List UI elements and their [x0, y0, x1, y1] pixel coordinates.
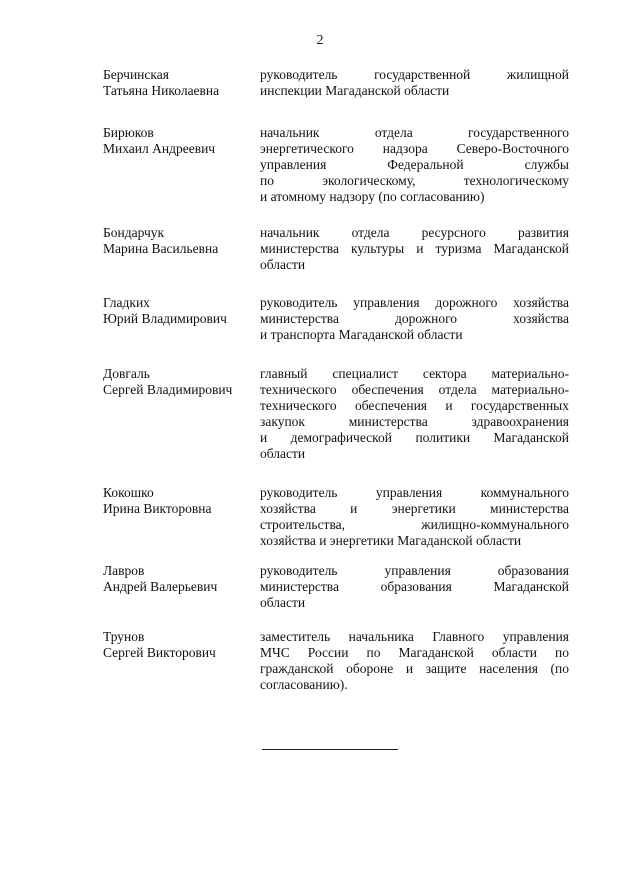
role-line: руководитель государственной жилищной [260, 67, 569, 82]
role-line: министерства образования Магаданской [260, 579, 569, 594]
role-line: министерства дорожного хозяйства [260, 311, 569, 326]
role-line: области [260, 595, 306, 610]
member-name: Гладких Юрий Владимирович [103, 295, 227, 326]
member-name: Кокошко Ирина Викторовна [103, 485, 212, 516]
member-name: Трунов Сергей Викторович [103, 629, 216, 660]
role-line: руководитель управления дорожного хозяйства [260, 295, 569, 310]
role-line: управления Федеральной службы [260, 157, 569, 172]
role-line: министерства культуры и туризма Магаданской [260, 241, 569, 256]
member-role [260, 563, 569, 611]
member-role [260, 366, 569, 462]
role-line: руководитель управления коммунального [260, 485, 569, 500]
role-line: технического обеспечения отдела материально- [260, 382, 569, 397]
role-line: закупок министерства здравоохранения [260, 414, 569, 429]
role-line: области [260, 257, 306, 272]
member-role [260, 67, 569, 99]
member-name: Довгаль Сергей Владимирович [103, 366, 233, 397]
role-line: руководитель управления образования [260, 563, 569, 578]
role-line: энергетического надзора Северо-Восточного [260, 141, 569, 156]
role-line: хозяйства и энергетики министерства [260, 501, 569, 516]
role-line: и атомному надзору (по согласованию) [260, 189, 485, 204]
role-line: согласованию). [260, 677, 348, 692]
role-line: главный специалист сектора материально- [260, 366, 569, 381]
role-line: инспекции Магаданской области [260, 83, 450, 98]
member-name: Бирюков Михаил Андреевич [103, 125, 216, 156]
member-role [260, 225, 569, 273]
member-role [260, 295, 569, 343]
role-line: технического обеспечения и государственных [260, 398, 569, 413]
role-line: МЧС России по Магаданской области по [260, 645, 569, 660]
member-role [260, 125, 569, 205]
role-line: и демографической политики Магаданской [260, 430, 569, 445]
end-of-list-rule [262, 749, 398, 750]
role-line: строительства, жилищно-коммунального [260, 517, 569, 532]
role-line: области [260, 446, 306, 461]
role-line: гражданской обороне и защите населения (по [260, 661, 569, 676]
role-line: заместитель начальника Главного управления [260, 629, 569, 644]
member-name: Бондарчук Марина Васильевна [103, 225, 219, 256]
role-line: по экологическому, технологическому [260, 173, 569, 188]
page-number: 2 [316, 33, 324, 48]
member-name: Берчинская Татьяна Николаевна [103, 67, 220, 98]
member-name: Лавров Андрей Валерьевич [103, 563, 218, 594]
role-line: и транспорта Магаданской области [260, 327, 463, 342]
role-line: начальник отдела ресурсного развития [260, 225, 569, 240]
member-role [260, 629, 569, 693]
role-line: хозяйства и энергетики Магаданской области [260, 533, 522, 548]
member-role [260, 485, 569, 549]
role-line: начальник отдела государственного [260, 125, 569, 140]
